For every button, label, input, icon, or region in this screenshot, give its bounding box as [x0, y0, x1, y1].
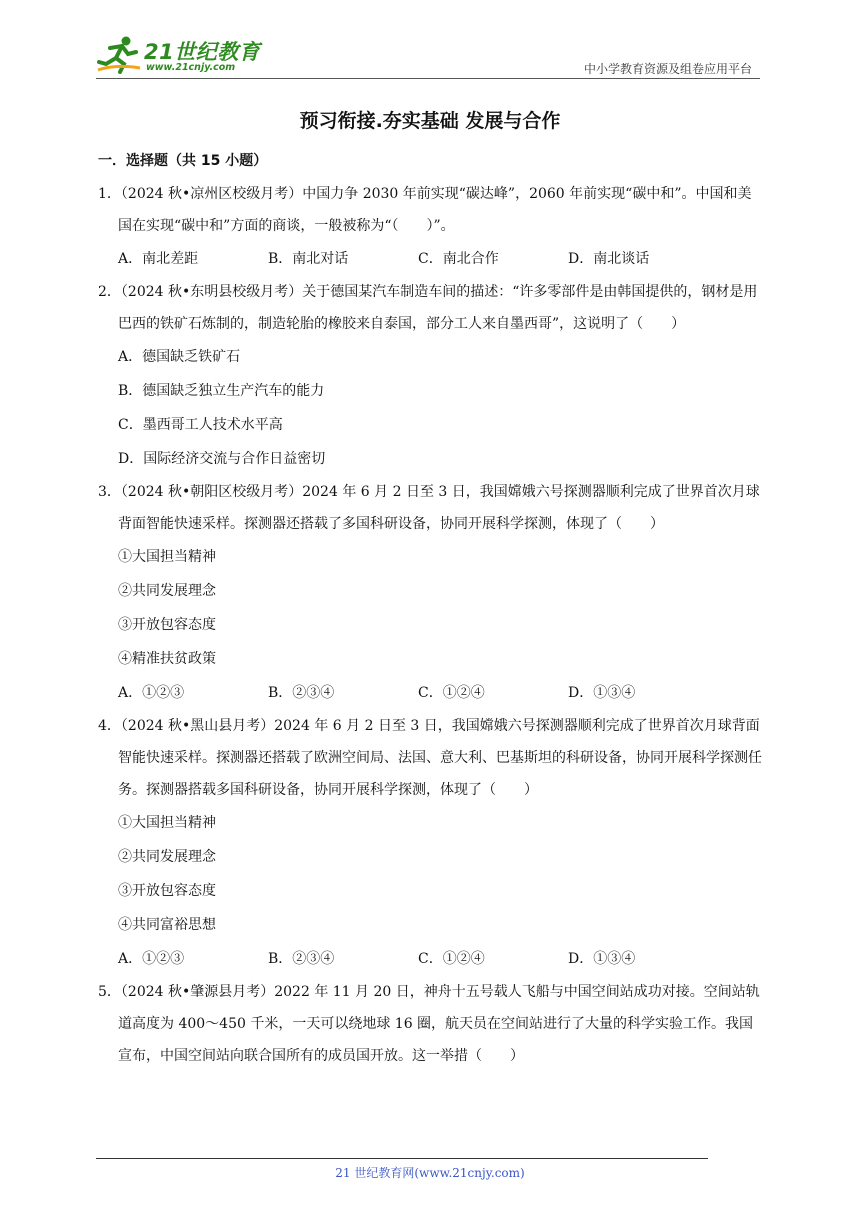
question-stem: 3．（2024 秋•朝阳区校级月考）2024 年 6 月 2 日至 3 日，我国嫦娥六号探测器顺利完成了世界首次月球背面智能快速采样。探测器还搭载了多国科研设备，协同开展科学探测，体现了（ ） [98, 484, 760, 532]
question-4 [98, 710, 764, 976]
options-row [98, 676, 764, 710]
option-d[interactable]: D．国际经济交流与合作日益密切 [118, 451, 326, 467]
logo-text: 21世纪教育 [144, 40, 261, 64]
footer-link[interactable]: 21 世纪教育网(www.21cnjy.com) [335, 1166, 525, 1180]
statement-item: ①大国担当精神 [118, 815, 216, 831]
question-stem: 4．（2024 秋•黑山县月考）2024 年 6 月 2 日至 3 日，我国嫦娥六号探测器顺利完成了世界首次月球背面智能快速采样。探测器还搭载了欧洲空间局、法国、意大利、巴基斯坦的科研设备，协同开展科学探测任务。探测器搭载多国科研设备，协同开展科学探测，体现了（ ） [98, 718, 762, 798]
option-d[interactable]: D．①③④ [568, 951, 636, 967]
page-title: 预习衔接.夯实基础 发展与合作 [299, 110, 561, 132]
option-a[interactable]: A．①②③ [118, 951, 185, 967]
option-c[interactable]: C．墨西哥工人技术水平高 [118, 417, 283, 433]
options-row [98, 242, 764, 276]
question-2 [98, 276, 764, 476]
footer-divider [96, 1158, 708, 1159]
option-b[interactable]: B．②③④ [268, 685, 335, 701]
option-a[interactable]: A．①②③ [118, 685, 185, 701]
logo-url: www.21cnjy.com [146, 62, 236, 73]
section-heading: 一．选择题（共 15 小题） [98, 153, 268, 169]
option-b[interactable]: B．德国缺乏独立生产汽车的能力 [118, 383, 325, 399]
question-list [98, 150, 764, 1072]
option-b[interactable]: B．②③④ [268, 951, 335, 967]
option-a[interactable]: A．南北差距 [118, 251, 199, 267]
header-divider [96, 78, 760, 79]
question-3 [98, 476, 764, 710]
statement-item: ③开放包容态度 [118, 883, 216, 899]
question-stem: 1．（2024 秋•凉州区校级月考）中国力争 2030 年前实现“碳达峰”，2060 年前实现“碳中和”。中国和美国在实现“碳中和”方面的商谈，一般被称为“（ ）”。 [98, 186, 752, 234]
statement-item: ④共同富裕思想 [118, 917, 216, 933]
question-1 [98, 178, 764, 276]
option-a[interactable]: A．德国缺乏铁矿石 [118, 349, 241, 365]
statement-item: ①大国担当精神 [118, 549, 216, 565]
page-header [96, 30, 760, 80]
statement-item: ②共同发展理念 [118, 849, 216, 865]
option-c[interactable]: C．①②④ [418, 685, 485, 701]
option-d[interactable]: D．南北谈话 [568, 251, 650, 267]
statement-item: ②共同发展理念 [118, 583, 216, 599]
options-row [98, 942, 764, 976]
platform-name: 中小学教育资源及组卷应用平台 [583, 62, 752, 76]
option-c[interactable]: C．南北合作 [418, 251, 499, 267]
option-d[interactable]: D．①③④ [568, 685, 636, 701]
option-c[interactable]: C．①②④ [418, 951, 485, 967]
option-b[interactable]: B．南北对话 [268, 251, 349, 267]
question-stem: 2．（2024 秋•东明县校级月考）关于德国某汽车制造车间的描述：“许多零部件是由韩国提供的，钢材是用巴西的铁矿石炼制的，制造轮胎的橡胶来自泰国，部分工人来自墨西哥”，这说明了（ ） [98, 284, 758, 332]
question-stem: 5．（2024 秋•肇源县月考）2022 年 11 月 20 日，神舟十五号载人飞船与中国空间站成功对接。空间站轨道高度为 400～450 千米，一天可以绕地球 16 圈，航天员在空间站进行了大量的科学实验工作。我国宣布，中国空间站向联合国所有的成员国开放。这一举措（ ） [98, 984, 760, 1064]
runner-icon [96, 34, 142, 74]
statement-item: ③开放包容态度 [118, 617, 216, 633]
question-5 [98, 976, 764, 1072]
statement-item: ④精准扶贫政策 [118, 651, 216, 667]
